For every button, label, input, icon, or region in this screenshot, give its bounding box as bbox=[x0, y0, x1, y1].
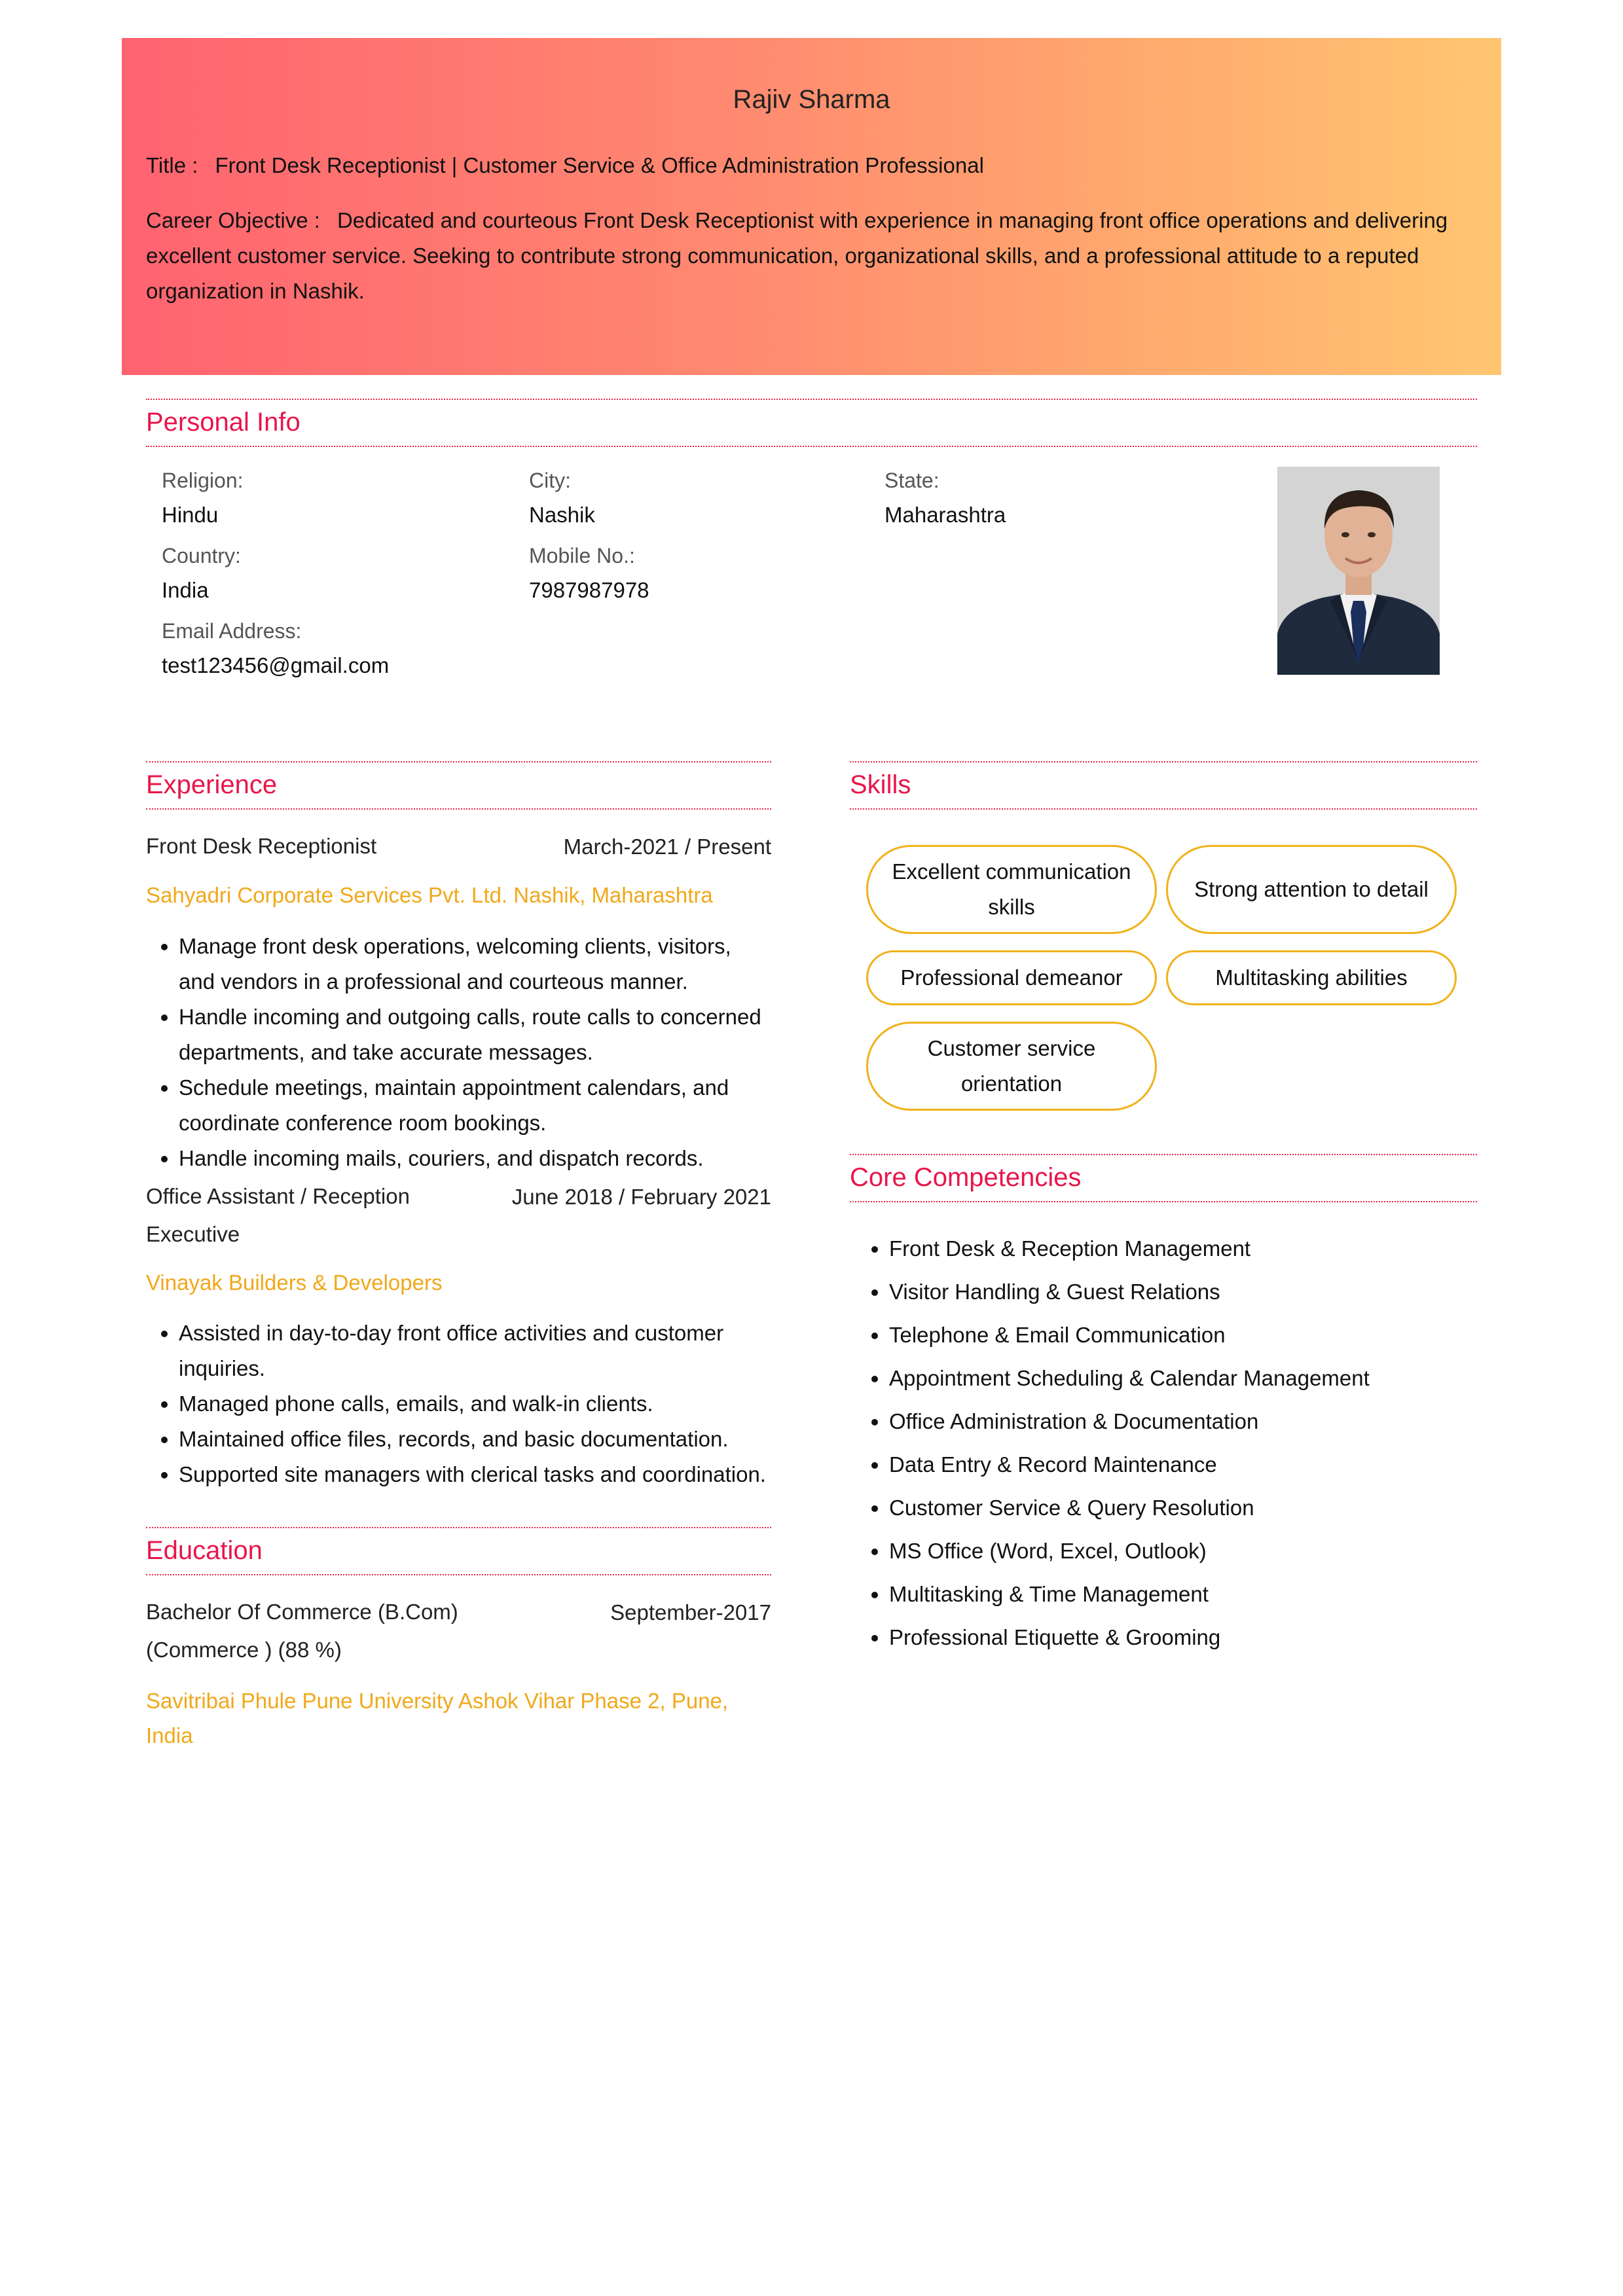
list-item: • Visitor Handling & Guest Relations bbox=[889, 1270, 1511, 1314]
personal-info-title: Personal Info bbox=[146, 408, 301, 437]
skills-heading bbox=[850, 761, 1477, 810]
company-name: Vinayak Builders & Developers bbox=[146, 1270, 443, 1295]
list-item: • Appointment Scheduling & Calendar Management bbox=[889, 1357, 1511, 1400]
list-item: • Professional Etiquette & Grooming bbox=[889, 1616, 1511, 1659]
email-label: Email Address: bbox=[162, 619, 302, 643]
job-date: June 2018 / February 2021 bbox=[511, 1185, 771, 1209]
skill-pill: Strong attention to detail bbox=[1166, 845, 1457, 934]
list-item: • Manage front desk operations, welcoming clients, visitors, and vendors in a professional and courteous manner. bbox=[179, 929, 771, 999]
objective-label: Career Objective : bbox=[146, 208, 320, 232]
skills-title: Skills bbox=[850, 770, 911, 799]
state-value: Maharashtra bbox=[884, 503, 1006, 527]
list-item: • Handle incoming and outgoing calls, route calls to concerned departments, and take accurate messages. bbox=[179, 999, 771, 1070]
job-title: Front Desk Receptionist bbox=[146, 834, 377, 858]
skill-pill: Multitasking abilities bbox=[1166, 950, 1457, 1005]
religion-value: Hindu bbox=[162, 503, 219, 527]
list-item: • Customer Service & Query Resolution bbox=[889, 1486, 1511, 1530]
candidate-name: Rajiv Sharma bbox=[733, 85, 890, 114]
resume-header bbox=[122, 38, 1501, 375]
experience-title: Experience bbox=[146, 770, 278, 799]
competencies-title: Core Competencies bbox=[850, 1163, 1082, 1192]
list-item: • Telephone & Email Communication bbox=[889, 1314, 1511, 1357]
career-objective bbox=[146, 203, 1475, 309]
state-label: State: bbox=[884, 469, 939, 492]
company-name: Sahyadri Corporate Services Pvt. Ltd. Nashik, Maharashtra bbox=[146, 883, 713, 907]
education-title: Education bbox=[146, 1536, 263, 1565]
person-silhouette-icon bbox=[1277, 467, 1440, 675]
title-value: Front Desk Receptionist | Customer Service & Office Administration Professional bbox=[215, 153, 984, 177]
institution-name: Savitribai Phule Pune University Ashok Vihar Phase 2, Pune, India bbox=[146, 1689, 729, 1748]
personal-info-heading bbox=[146, 399, 1477, 447]
city-value: Nashik bbox=[529, 503, 595, 527]
city-label: City: bbox=[529, 469, 571, 492]
job-responsibilities bbox=[146, 1316, 771, 1492]
list-item: • Assisted in day-to-day front office activities and customer inquiries. bbox=[179, 1316, 771, 1386]
list-item: • Maintained office files, records, and basic documentation. bbox=[179, 1422, 771, 1457]
list-item: • Office Administration & Documentation bbox=[889, 1400, 1511, 1443]
job-title: Office Assistant / Reception Executive bbox=[146, 1184, 410, 1246]
profile-photo bbox=[1277, 467, 1440, 675]
objective-text: Dedicated and courteous Front Desk Receptionist with experience in managing front office operations and delivering excellent customer service. Seeking to contribute strong communication, organizational skills, and a professional attitude to a reputed organization in Nashik. bbox=[146, 208, 1448, 303]
list-item: • Supported site managers with clerical tasks and coordination. bbox=[179, 1457, 771, 1492]
competencies-heading bbox=[850, 1154, 1477, 1202]
list-item: • Managed phone calls, emails, and walk-in clients. bbox=[179, 1386, 771, 1422]
mobile-label: Mobile No.: bbox=[529, 544, 635, 567]
country-value: India bbox=[162, 578, 209, 602]
skill-pill: Professional demeanor bbox=[866, 950, 1157, 1005]
job-responsibilities bbox=[146, 929, 771, 1176]
country-label: Country: bbox=[162, 544, 241, 567]
list-item: • MS Office (Word, Excel, Outlook) bbox=[889, 1530, 1511, 1573]
list-item: • Data Entry & Record Maintenance bbox=[889, 1443, 1511, 1486]
skill-pill: Excellent communication skills bbox=[866, 845, 1157, 934]
email-value: test123456@gmail.com bbox=[162, 653, 390, 677]
job-date: March-2021 / Present bbox=[563, 834, 771, 859]
title-label: Title : bbox=[146, 153, 198, 177]
religion-label: Religion: bbox=[162, 469, 244, 492]
degree: Bachelor Of Commerce (B.Com) (Commerce ) (88 %) bbox=[146, 1600, 458, 1662]
mobile-value: 7987987978 bbox=[529, 578, 649, 602]
education-heading bbox=[146, 1527, 771, 1575]
list-item: • Schedule meetings, maintain appointment calendars, and coordinate conference room bookings. bbox=[179, 1070, 771, 1141]
competencies-list bbox=[850, 1227, 1511, 1659]
list-item: • Handle incoming mails, couriers, and dispatch records. bbox=[179, 1141, 771, 1176]
list-item: • Front Desk & Reception Management bbox=[889, 1227, 1511, 1270]
title-line bbox=[146, 153, 984, 178]
experience-heading bbox=[146, 761, 771, 810]
list-item: • Multitasking & Time Management bbox=[889, 1573, 1511, 1616]
education-date: September-2017 bbox=[610, 1600, 771, 1624]
skill-pill: Customer service orientation bbox=[866, 1022, 1157, 1111]
